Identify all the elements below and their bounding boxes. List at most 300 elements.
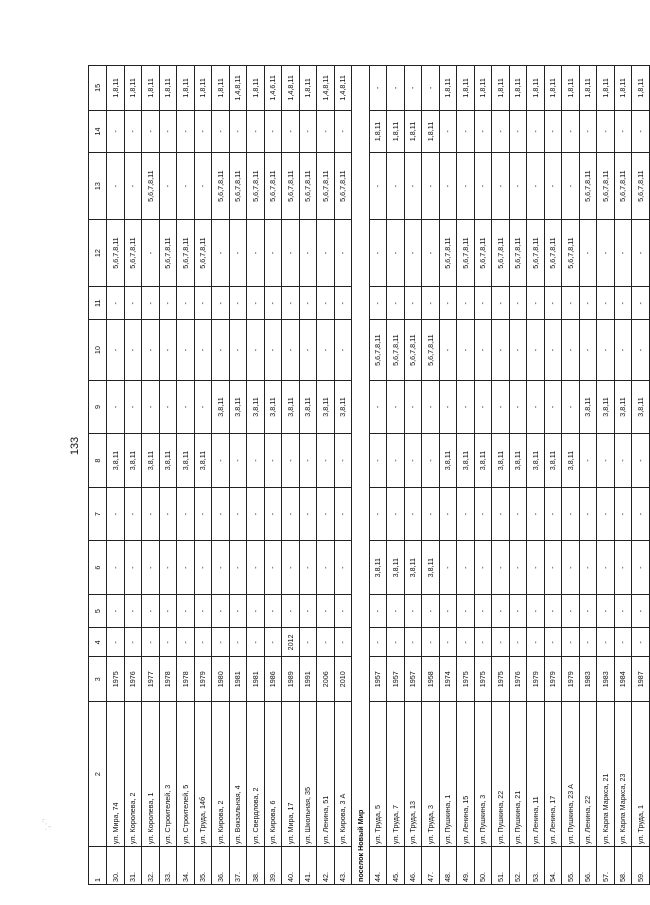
table-cell: 57. <box>597 847 615 885</box>
table-cell: - <box>404 434 422 488</box>
table-cell: - <box>229 320 247 380</box>
table-cell: 3,8,11 <box>107 434 125 488</box>
table-cell: - <box>229 487 247 541</box>
table-cell: 44. <box>369 847 387 885</box>
table-cell: 3,8,11 <box>632 380 650 434</box>
table-cell: - <box>264 287 282 320</box>
table-cell: - <box>282 487 300 541</box>
table-cell: - <box>439 380 457 434</box>
table-cell: - <box>422 434 440 488</box>
table-cell: - <box>422 220 440 287</box>
table-cell: - <box>439 541 457 595</box>
table-cell: 51. <box>492 847 510 885</box>
table-cell: 1,8,11 <box>194 66 212 111</box>
table-cell: - <box>142 320 160 380</box>
table-cell: - <box>107 320 125 380</box>
table-cell: 5,6,7,8,11 <box>282 153 300 220</box>
table-cell: 41. <box>299 847 317 885</box>
table-cell: - <box>457 110 475 152</box>
table-row <box>509 66 527 885</box>
table-cell: 5,6,7,8,11 <box>614 153 632 220</box>
table-cell: - <box>387 628 405 657</box>
table-cell: - <box>404 594 422 627</box>
table-cell: - <box>317 434 335 488</box>
table-cell: 5,6,7,8,11 <box>404 320 422 380</box>
table-cell: 1,8,11 <box>492 66 510 111</box>
table-cell: 1,8,11 <box>544 66 562 111</box>
table-cell: - <box>422 628 440 657</box>
table-cell: 2012 <box>282 628 300 657</box>
table-cell: 5,6,7,8,11 <box>579 153 597 220</box>
table-cell: 50. <box>474 847 492 885</box>
table-row <box>439 66 457 885</box>
table-cell: - <box>177 110 195 152</box>
table-cell: - <box>177 594 195 627</box>
table-cell: 5,6,7,8,11 <box>439 220 457 287</box>
table-cell: - <box>387 287 405 320</box>
table-cell: - <box>492 110 510 152</box>
table-cell: - <box>299 434 317 488</box>
table-cell: - <box>369 66 387 111</box>
table-row <box>299 66 317 885</box>
table-cell: - <box>212 287 230 320</box>
table-cell: - <box>369 220 387 287</box>
table-cell: - <box>387 487 405 541</box>
table-cell: - <box>124 541 142 595</box>
table-cell: 3,8,11 <box>387 541 405 595</box>
table-cell: 34. <box>177 847 195 885</box>
table-cell: - <box>474 541 492 595</box>
table-cell: - <box>457 380 475 434</box>
table-cell: 5,6,7,8,11 <box>387 320 405 380</box>
table-cell: - <box>107 380 125 434</box>
table-cell: - <box>509 487 527 541</box>
table-cell: ул. Карла Маркса, 23 <box>614 702 632 847</box>
table-cell: - <box>142 220 160 287</box>
table-cell: - <box>177 287 195 320</box>
table-cell: 5,6,7,8,11 <box>264 153 282 220</box>
table-cell: - <box>597 594 615 627</box>
table-cell: 1957 <box>369 657 387 702</box>
table-cell: 3,8,11 <box>562 434 580 488</box>
table-row <box>544 66 562 885</box>
table-cell: ул. Труда, 7 <box>387 702 405 847</box>
table-cell: 13 <box>89 153 107 220</box>
table-cell: - <box>509 380 527 434</box>
table-cell: 1979 <box>562 657 580 702</box>
table-cell: - <box>614 487 632 541</box>
table-cell: - <box>194 110 212 152</box>
table-cell: - <box>404 66 422 111</box>
table-cell: - <box>439 287 457 320</box>
table-cell: 1,8,11 <box>124 66 142 111</box>
table-cell: 38. <box>247 847 265 885</box>
table-cell: 15 <box>89 66 107 111</box>
table-cell: - <box>247 594 265 627</box>
table-cell: - <box>439 320 457 380</box>
table-cell: - <box>614 287 632 320</box>
table-cell: - <box>422 153 440 220</box>
table-cell: 3,8,11 <box>334 380 352 434</box>
table-cell: 3,8,11 <box>212 380 230 434</box>
table-cell: 58. <box>614 847 632 885</box>
table-cell: - <box>194 287 212 320</box>
table-cell: - <box>509 153 527 220</box>
table-cell: 1976 <box>124 657 142 702</box>
table-cell: - <box>124 628 142 657</box>
table-cell: 1,8,11 <box>247 66 265 111</box>
table-cell: - <box>247 220 265 287</box>
table-cell: - <box>124 380 142 434</box>
table-cell: - <box>247 434 265 488</box>
table-cell: 54. <box>544 847 562 885</box>
table-row <box>107 66 125 885</box>
table-cell: - <box>404 220 422 287</box>
table-cell: 10 <box>89 320 107 380</box>
table-cell: - <box>387 66 405 111</box>
table-cell: - <box>457 594 475 627</box>
table-cell: - <box>317 487 335 541</box>
table-cell: - <box>264 487 282 541</box>
table-cell: 4 <box>89 628 107 657</box>
table-cell: 37. <box>229 847 247 885</box>
table-cell: - <box>334 220 352 287</box>
table-cell: - <box>492 541 510 595</box>
table-cell: 3,8,11 <box>282 380 300 434</box>
table-cell: ул. Кирова, 6 <box>264 702 282 847</box>
table-cell: - <box>159 380 177 434</box>
table-cell: 1981 <box>247 657 265 702</box>
table-cell: - <box>229 594 247 627</box>
table-cell: - <box>614 320 632 380</box>
table-cell: 3,8,11 <box>317 380 335 434</box>
table-cell: - <box>579 434 597 488</box>
table-cell: - <box>597 628 615 657</box>
table-row <box>282 66 300 885</box>
table-cell: 2 <box>89 702 107 847</box>
table-cell: - <box>194 628 212 657</box>
table-cell: - <box>229 110 247 152</box>
table-cell: - <box>334 541 352 595</box>
table-cell: - <box>142 287 160 320</box>
table-cell: 1979 <box>544 657 562 702</box>
table-cell: 9 <box>89 380 107 434</box>
table-cell: - <box>387 220 405 287</box>
table-cell: - <box>107 110 125 152</box>
table-cell: - <box>299 110 317 152</box>
table-cell: - <box>579 594 597 627</box>
table-cell: - <box>159 487 177 541</box>
table-cell: - <box>597 110 615 152</box>
table-cell: - <box>247 287 265 320</box>
table-cell: - <box>614 594 632 627</box>
table-cell: 3,8,11 <box>124 434 142 488</box>
table-cell: - <box>562 320 580 380</box>
table-cell: 1,8,11 <box>474 66 492 111</box>
table-cell: - <box>299 628 317 657</box>
table-cell: - <box>317 594 335 627</box>
table-cell: - <box>124 153 142 220</box>
table-cell: - <box>317 628 335 657</box>
table-cell: - <box>404 153 422 220</box>
table-cell: ул. Труда, 13 <box>404 702 422 847</box>
table-cell: 1977 <box>142 657 160 702</box>
table-cell: - <box>107 541 125 595</box>
table-cell: ул. Ленина, 51 <box>317 702 335 847</box>
table-cell: - <box>562 487 580 541</box>
table-cell: 5,6,7,8,11 <box>177 220 195 287</box>
table-cell: 43. <box>334 847 352 885</box>
table-cell: - <box>509 320 527 380</box>
table-row <box>404 66 422 885</box>
table-cell: 3,8,11 <box>247 380 265 434</box>
table-cell: - <box>474 287 492 320</box>
table-cell: 5,6,7,8,11 <box>142 153 160 220</box>
table-cell: 32. <box>142 847 160 885</box>
table-row <box>597 66 615 885</box>
table-cell: 3 <box>89 657 107 702</box>
table-cell: 5,6,7,8,11 <box>527 220 545 287</box>
table-cell: ул. Мира, 74 <box>107 702 125 847</box>
table-cell: 6 <box>89 541 107 595</box>
table-cell: - <box>282 287 300 320</box>
table-cell: 5,6,7,8,11 <box>317 153 335 220</box>
table-cell: 59. <box>632 847 650 885</box>
table-cell: ул. Пушкина, 1 <box>439 702 457 847</box>
table-cell: ул. Труда, 14б <box>194 702 212 847</box>
table-cell: - <box>107 287 125 320</box>
table-cell: - <box>614 434 632 488</box>
table-row <box>422 66 440 885</box>
table-cell: - <box>107 594 125 627</box>
table-cell: 5,6,7,8,11 <box>544 220 562 287</box>
table-cell: - <box>264 220 282 287</box>
table-cell: - <box>544 487 562 541</box>
table-cell: 3,8,11 <box>229 380 247 434</box>
scan-artifact: ·¸·´' <box>41 818 51 831</box>
table-cell: - <box>439 487 457 541</box>
table-cell: - <box>107 153 125 220</box>
table-cell: - <box>317 110 335 152</box>
table-cell: - <box>264 541 282 595</box>
table-cell: - <box>334 287 352 320</box>
table-cell: - <box>474 110 492 152</box>
table-cell: - <box>474 380 492 434</box>
table-cell: - <box>159 153 177 220</box>
table-cell: - <box>527 628 545 657</box>
table-cell: - <box>562 287 580 320</box>
table-cell: ул. Строителей, 5 <box>177 702 195 847</box>
table-cell: ул. Свердлова, 2 <box>247 702 265 847</box>
table-cell: - <box>579 320 597 380</box>
table-cell: 1978 <box>159 657 177 702</box>
table-cell: - <box>212 434 230 488</box>
table-cell: 1,8,11 <box>527 66 545 111</box>
table-cell: 1,4,8,11 <box>229 66 247 111</box>
table-cell: ул. Карла Маркса, 21 <box>597 702 615 847</box>
table-cell: - <box>159 594 177 627</box>
table-cell: - <box>124 110 142 152</box>
table-cell: 5,6,7,8,11 <box>159 220 177 287</box>
table-cell: - <box>439 594 457 627</box>
table-cell: 1957 <box>404 657 422 702</box>
table-cell: - <box>544 628 562 657</box>
table-cell: - <box>492 594 510 627</box>
table-cell: 1981 <box>229 657 247 702</box>
table-cell: ул. Кирова, 2 <box>212 702 230 847</box>
table-cell: - <box>404 287 422 320</box>
table-cell: - <box>212 220 230 287</box>
table-cell: 1975 <box>457 657 475 702</box>
table-cell: 56. <box>579 847 597 885</box>
table-cell: - <box>439 153 457 220</box>
table-cell: 1984 <box>614 657 632 702</box>
table-row <box>614 66 632 885</box>
table-cell: 1,8,11 <box>159 66 177 111</box>
table-cell: - <box>142 380 160 434</box>
table-cell: 3,8,11 <box>194 434 212 488</box>
table-cell: - <box>387 380 405 434</box>
table-cell: - <box>509 628 527 657</box>
table-cell: - <box>264 628 282 657</box>
table-cell: - <box>597 434 615 488</box>
table-cell: - <box>194 320 212 380</box>
table-cell: 5,6,7,8,11 <box>562 220 580 287</box>
table-cell: - <box>194 594 212 627</box>
table-cell: - <box>509 110 527 152</box>
table-cell: 14 <box>89 110 107 152</box>
table-cell: 5,6,7,8,11 <box>509 220 527 287</box>
table-cell: ул. Ленина, 22 <box>579 702 597 847</box>
table-cell: - <box>212 594 230 627</box>
table-cell: - <box>544 110 562 152</box>
table-cell: - <box>387 153 405 220</box>
table-cell: 1,8,11 <box>509 66 527 111</box>
table-cell: - <box>247 628 265 657</box>
table-cell: - <box>527 487 545 541</box>
table-cell: - <box>229 628 247 657</box>
table-cell: 5,6,7,8,11 <box>107 220 125 287</box>
table-cell: - <box>439 628 457 657</box>
table-row <box>579 66 597 885</box>
table-cell: ул. Школьная, 35 <box>299 702 317 847</box>
table-cell: 5,6,7,8,11 <box>334 153 352 220</box>
table-cell: - <box>527 380 545 434</box>
table-cell: 1,8,11 <box>212 66 230 111</box>
table-cell: - <box>562 380 580 434</box>
table-cell: 1,8,11 <box>422 110 440 152</box>
table-cell: 1,8,11 <box>107 66 125 111</box>
table-cell: - <box>334 434 352 488</box>
table-cell: 1,8,11 <box>142 66 160 111</box>
table-cell: - <box>282 594 300 627</box>
table-cell: - <box>194 380 212 434</box>
table-cell: - <box>124 287 142 320</box>
table-cell: - <box>194 487 212 541</box>
table-cell: - <box>632 220 650 287</box>
table-cell: 1957 <box>387 657 405 702</box>
table-cell: - <box>597 541 615 595</box>
table-cell: ул. Ленина, 15 <box>457 702 475 847</box>
table-cell: 3,8,11 <box>159 434 177 488</box>
table-cell: 5,6,7,8,11 <box>369 320 387 380</box>
table-cell: - <box>124 487 142 541</box>
table-cell: - <box>264 110 282 152</box>
table-cell: - <box>457 541 475 595</box>
table-cell: - <box>264 320 282 380</box>
table-cell: - <box>159 541 177 595</box>
table-cell: 1,8,11 <box>597 66 615 111</box>
table-cell: 1,4,8,11 <box>317 66 335 111</box>
table-row <box>492 66 510 885</box>
table-cell: - <box>544 287 562 320</box>
table-cell: - <box>369 487 387 541</box>
table-cell: - <box>439 110 457 152</box>
table-cell: - <box>579 220 597 287</box>
table-cell: - <box>369 628 387 657</box>
table-cell: 1980 <box>212 657 230 702</box>
section-label: поселок Новый Мир <box>352 66 370 885</box>
table-cell: 5,6,7,8,11 <box>474 220 492 287</box>
table-cell: - <box>282 220 300 287</box>
rotated-table-wrapper <box>88 65 645 885</box>
table-cell: - <box>142 628 160 657</box>
table-cell: - <box>474 487 492 541</box>
table-cell: - <box>124 320 142 380</box>
table-cell: - <box>369 153 387 220</box>
table-cell: - <box>177 153 195 220</box>
table-cell: 1974 <box>439 657 457 702</box>
table-cell: - <box>492 320 510 380</box>
table-cell: 52. <box>509 847 527 885</box>
table-cell: - <box>527 594 545 627</box>
table-cell: - <box>299 320 317 380</box>
table-cell: - <box>492 628 510 657</box>
table-cell: - <box>299 594 317 627</box>
table-cell: - <box>614 110 632 152</box>
table-cell: ул. Вокзальная, 4 <box>229 702 247 847</box>
table-cell: - <box>317 287 335 320</box>
header-row <box>89 66 107 885</box>
table-cell: - <box>597 287 615 320</box>
table-cell: ул. Ленина, 11 <box>527 702 545 847</box>
table-row <box>212 66 230 885</box>
table-cell: - <box>562 628 580 657</box>
table-cell: 1989 <box>282 657 300 702</box>
table-cell: - <box>509 287 527 320</box>
table-row <box>527 66 545 885</box>
table-cell: ул. Мира, 17 <box>282 702 300 847</box>
table-cell: - <box>177 487 195 541</box>
table-cell: 1991 <box>299 657 317 702</box>
table-cell: 47. <box>422 847 440 885</box>
table-cell: - <box>632 287 650 320</box>
table-cell: 3,8,11 <box>579 380 597 434</box>
table-cell: - <box>194 541 212 595</box>
table-cell: - <box>632 541 650 595</box>
table-cell: - <box>212 487 230 541</box>
table-cell: 11 <box>89 287 107 320</box>
table-row <box>632 66 650 885</box>
table-cell: 45. <box>387 847 405 885</box>
table-cell: - <box>632 110 650 152</box>
table-cell: - <box>177 380 195 434</box>
table-cell: - <box>457 487 475 541</box>
table-cell: 2006 <box>317 657 335 702</box>
table-cell: 5,6,7,8,11 <box>632 153 650 220</box>
table-cell: - <box>614 541 632 595</box>
table-cell: - <box>562 153 580 220</box>
